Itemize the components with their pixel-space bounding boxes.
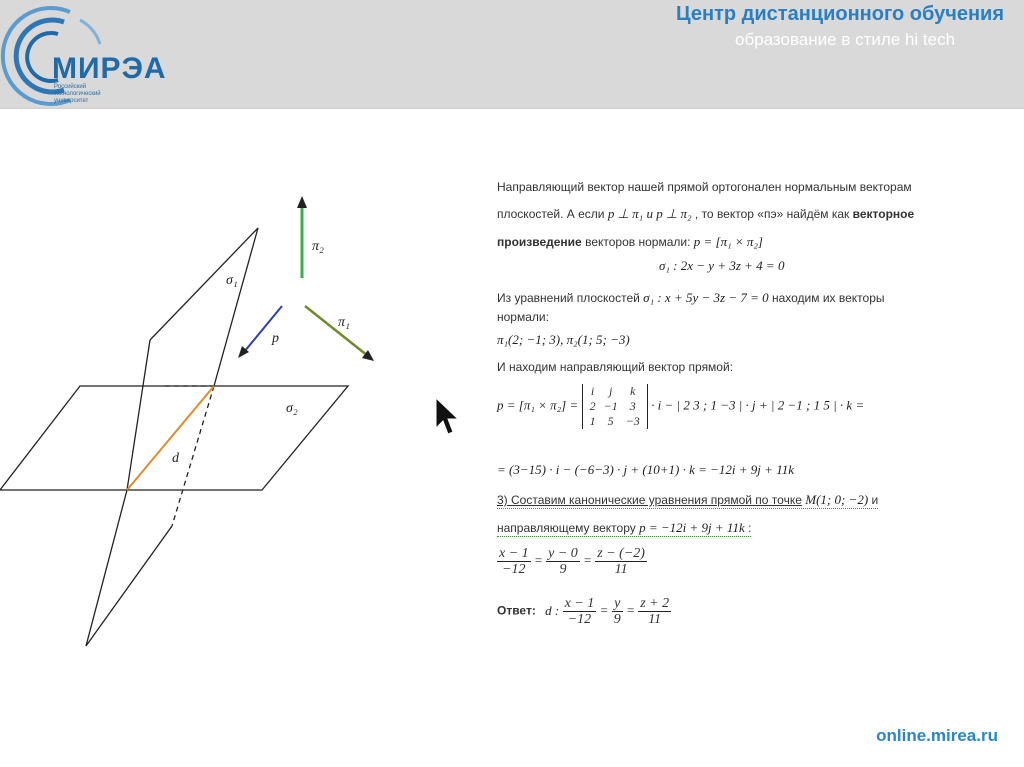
- label-sigma2: σ₂: [286, 401, 298, 416]
- center-subtitle: образование в стиле hi tech: [735, 30, 956, 49]
- label-p: p: [272, 331, 279, 346]
- label-d: d: [172, 451, 179, 466]
- determinant-matrix: i j k 2 −1 3 1 5 −3: [582, 384, 648, 429]
- label-sigma1: σ₁: [226, 273, 238, 288]
- center-title: Центр дистанционного обучения: [676, 3, 1004, 25]
- text-line-5: Из уравнений плоскостей σ₁ : x + 5y − 3z − 7 = 0 находим их векторы: [497, 290, 885, 305]
- text-line-2: плоскостей. А если p ⊥ π₁ и p ⊥ π₂ , то вектор «пэ» найдём как векторное: [497, 206, 915, 221]
- text-line-1: Направляющий вектор нашей прямой ортогонален нормальным векторам: [497, 180, 912, 194]
- result-line: = (3−15) · i − (−6−3) · j + (10+1) · k = −12i + 9j + 11k: [497, 462, 794, 477]
- brand-sub-3: университет: [54, 98, 89, 104]
- label-pi2: π₂: [312, 239, 324, 254]
- equation-plane-1: σ₁ : 2x − y + 3z + 4 = 0: [659, 258, 785, 273]
- text-line-12: направляющему вектору p = −12i + 9j + 11k :: [497, 520, 752, 535]
- plane-sigma1-upper: [150, 228, 258, 386]
- determinant-line: p = [π₁ × π₂] = i j k 2 −1 3 1 5 −3 · i − | 2 3 ; 1 −3 | · j + | 2 −1 ; 1 5 | · k =: [497, 384, 865, 428]
- footer-url: online.mirea.ru: [876, 726, 998, 745]
- brand-sub-1: Российский: [54, 84, 87, 90]
- canonical-equations: $\frac{x - 1}{-12}$ = $\frac{y - 0}{9}$ = $\frac{z - (-2)}{11}$: [499, 546, 645, 577]
- brand-sub-2: технологический: [54, 91, 101, 97]
- mouse-cursor-icon: [434, 396, 460, 436]
- header-bar: [0, 0, 1024, 109]
- label-pi1: π₁: [338, 315, 350, 330]
- text-line-3: произведение векторов нормали: p = [π₁ × π₂]: [497, 234, 763, 249]
- text-line-8: И находим направляющий вектор прямой:: [497, 360, 734, 374]
- answer-line: Ответ: d : $\frac{x - 1}{-12}$ = $\frac{y}{9}$ = $\frac{z + 2}{11}$: [497, 596, 670, 627]
- brand-name: МИРЭА: [52, 52, 167, 85]
- text-line-6: нормали:: [497, 310, 549, 324]
- text-line-11: 3) Составим канонические уравнения прямой по точке M(1; 0; −2) и: [497, 492, 879, 507]
- planes-diagram: [0, 180, 420, 660]
- normals-line: π₁(2; −1; 3), π₂(1; 5; −3): [497, 332, 630, 347]
